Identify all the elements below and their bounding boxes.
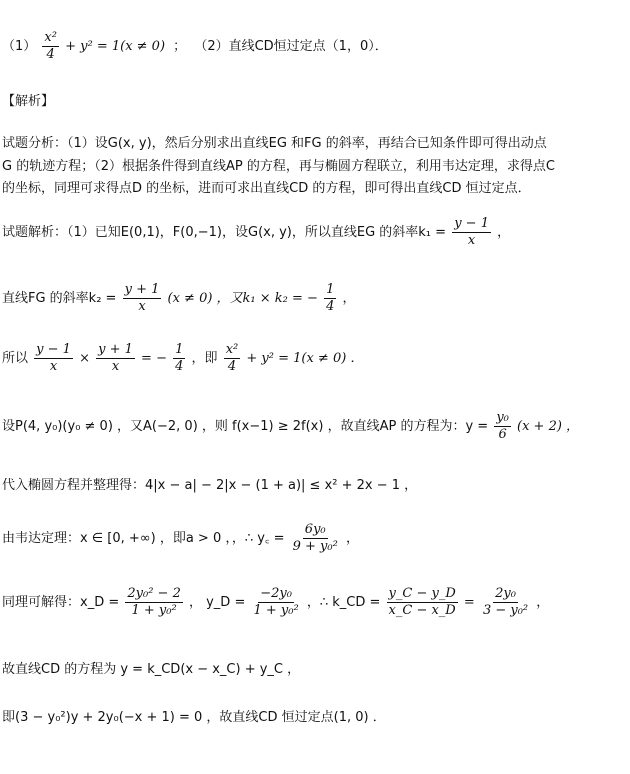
analysis-heading: 【解析】 bbox=[2, 94, 55, 109]
ellipse-equation-rest: + y² = 1(x ≠ 0) bbox=[65, 39, 166, 54]
product-fraction: $\frac{1}{4}$ bbox=[326, 282, 335, 314]
solution-line-2: 直线FG 的斜率k₂ = $\frac{y + 1}{x}$ (x ≠ 0) ，又k₁ × k₂ = − $\frac{1}{4}$ ， bbox=[2, 282, 356, 314]
answer-line bbox=[2, 30, 388, 63]
answer-separator: ； bbox=[173, 39, 187, 54]
part2-answer: （2）直线CD恒过定点（1，0）． bbox=[194, 39, 388, 54]
analysis-line-2: G 的轨迹方程；（2）根据条件得到直线AP 的方程，再与椭圆方程联立，利用韦达定理，求得点C bbox=[2, 159, 555, 174]
solution-line-5: 代入椭圆方程并整理得：4|x − a| − 2|x − (1 + a)| ≤ x² + 2x − 1 ， bbox=[2, 478, 418, 493]
part1-label: （1） bbox=[2, 39, 37, 54]
solution-line-9: 即(3 − y₀²)y + 2y₀(−x + 1) = 0 ，故直线CD 恒过定点(1, 0) ． bbox=[2, 710, 386, 725]
solution-1-text: 试题解析：（1）已知E(0,1)，F(0,−1)，设G(x, y)，所以直线EG 的斜率k₁ = bbox=[2, 225, 447, 240]
fraction-x2-over-4: $\frac{\text{x²}}{4}$ bbox=[44, 30, 57, 62]
solution-line-7: 同理可解得：x_D = $\frac{\text{2y₀² − 2}}{\text{1 + y₀²}}$ ， y_D = $\frac{\text{−2y₀}}{\text{1 + y₀²}}$ ，∴ k_CD = $\frac{y\_C - y\_D}{x\_C - x\_D}$ = $\frac{\text{2y₀}}{\text{3 − y₀²}}$ ， bbox=[2, 586, 550, 618]
slope-k2-fraction: $\frac{y + 1}{x}$ bbox=[124, 282, 160, 314]
solution-line-3: 所以 $\frac{y - 1}{x}$ × $\frac{y + 1}{x}$ = − $\frac{1}{4}$ ，即 $\frac{\text{x²}}{4}$ + y² = 1(x ≠ 0) ． bbox=[2, 342, 364, 374]
analysis-line-1: 试题分析：（1）设G(x, y)，然后分别求出直线EG 和FG 的斜率，再结合已知条件即可得出动点 bbox=[2, 136, 547, 151]
solution-line-4: 设P(4, y₀)(y₀ ≠ 0) ，又A(−2, 0) ，则 f(x−1) ≥ 2f(x) ，故直线AP 的方程为：y = $\frac{\text{y₀}}{6}$ (x + 2) ， bbox=[2, 410, 580, 442]
solution-line-1: 试题解析：（1）已知E(0,1)，F(0,−1)，设G(x, y)，所以直线EG 的斜率k₁ = $\frac{y - 1}{x}$ ， bbox=[2, 216, 511, 248]
solution-line-6: 由韦达定理：x ∈ [0, +∞) ，即a > 0 ，，∴ y꜀ = $\frac{\text{6y₀}}{\text{9 + y₀²}}$ ， bbox=[2, 522, 359, 554]
slope-k1-fraction: $\frac{y - 1}{x}$ bbox=[454, 216, 489, 248]
analysis-line-3: 的坐标，同理可求得点D 的坐标，进而可求出直线CD 的方程，即可得出直线CD 恒过定点． bbox=[2, 181, 531, 196]
solution-line-8: 故直线CD 的方程为 y = k_CD(x − x_C) + y_C ， bbox=[2, 662, 301, 677]
